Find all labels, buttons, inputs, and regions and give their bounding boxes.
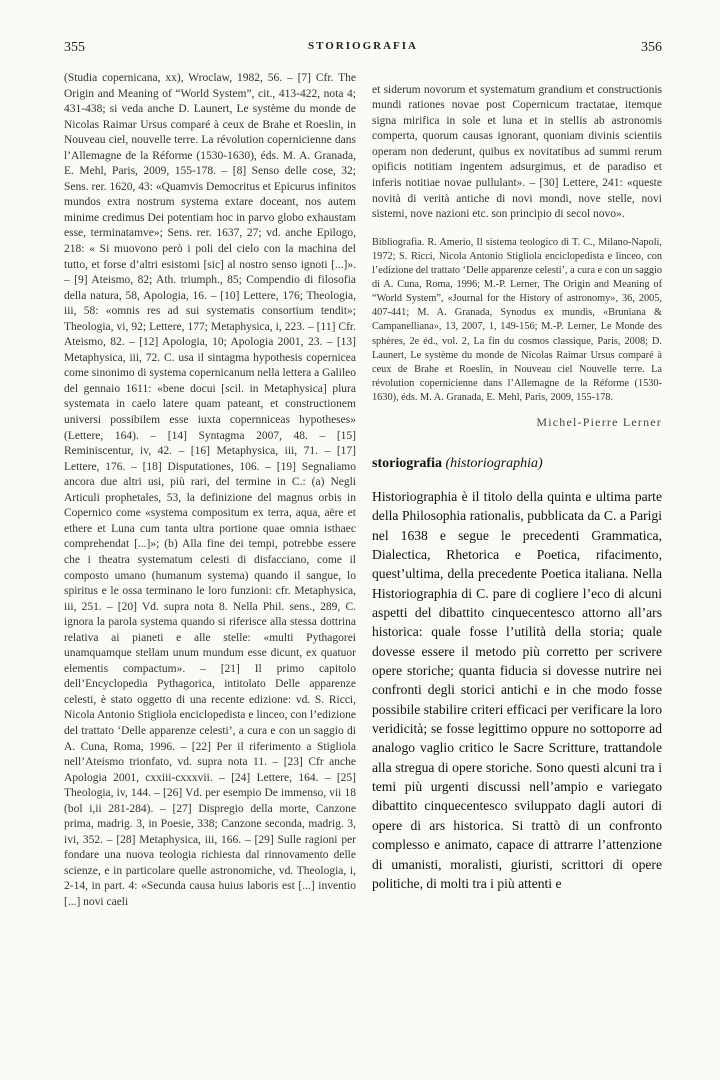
page-number-left: 355 <box>64 40 85 55</box>
latin-quotation-continuation: et siderum novorum et systematum grandium et constructionis mundi rationes novae post Copernicum tractatae, itemque signa mirifica in sole et luna et in stellis ab astronomis comperta, quorum causas ignorant, quoniam divinis scientiis operam non dederunt, quibus ex novitatibus ad summi rerum opificis notitiam ingentem adsurgimus, et de paradiso et inferis notitiae novae pullulant». – [30] Lettere, 241: «queste novità di verità antiche di novi mondi, nove stelle, novi sistemi, nove nazioni etc. son principio di secol novo». <box>372 83 662 221</box>
entry-body-text: Historiographia è il titolo della quinta e ultima parte della Philosophia rationalis, pubblicata da C. a Parigi nel 1638 e segue le precedenti Grammatica, Dialectica, Rhetorica e Poetica, rifacimento, quest’ultima, della precedente Poetica italiana. Nella Historiographia di C. pare di cogliere l’eco di alcuni aspetti del dibattito cinquecentesco attorno all’ars historica: quale fosse l’utilità della storia; quale dovesse essere il metodo più corretto per scrivere opere storiche; quanta fiducia si dovesse nutrire nei confronti degli storici antichi e in che modo fosse possibile stabilire criteri efficaci per verificare la loro veridicità; se fosse legittimo oppure no sottoporre ad analogo vaglio critico le Sacre Scritture, trattandole alla stregua di opere storiche. Sono questi alcuni tra i temi più urgenti discussi nell’ampio e variegato dibattito cinquecentesco sviluppato dagli autori di opere di ars historica. Si trattò di un confronto complesso e animato, capace di attrarre l’attenzione di umanisti, moralisti, giuristi, scrittori di opere politiche, di molti tra i più attenti e <box>372 488 662 891</box>
bibliography <box>372 236 662 405</box>
left-column <box>64 71 356 911</box>
entry-headword: storiografia <box>372 455 442 471</box>
page-number-right: 356 <box>641 40 662 55</box>
dictionary-entry <box>372 454 662 893</box>
entry-latin-headword: (historiographia) <box>445 455 543 471</box>
right-column <box>372 71 662 893</box>
author-signature: Michel-Pierre Lerner <box>536 414 662 429</box>
endnotes <box>64 71 356 911</box>
running-header <box>64 40 662 58</box>
endnotes-text: (Studia copernicana, xx), Wroclaw, 1982, 56. – [7] Cfr. The Origin and Meaning of “World System”, cit., 413-422, nota 4; 431-438; si veda anche D. Launert, Le système du monde de Nicolas Raimar Ursus comparé à ceux de Brahe et Roeslin, in Nouveau ciel, nouvelle terre. La révolution copernicienne dans l’Allemagne de la Réforme (1530-1630), éds. M. A. Granada, E. Mehl, Paris, 2009, 155-178. – [8] Senso delle cose, 32; Sens. rer. 1620, 43: «Quamvis Democritus et Epicurus infinitos mundos extra nostrum systema extare doceant, nos autem minime credimus Dei potentiam hoc in parvo globo exhaustam esse, terminatamve»; Sens. rer. 1637, 27; vd. anche Epilogo, 218: « Si muovono però i poli del cielo con la machina del tutto, et forse d’altri esistomi [sic] al nostro senso ignoti [...]». – [9] Ateismo, 82; Ath. triumph., 85; Compendio di filosofia della natura, 58, Apologia, 16. – [10] Lettere, 176; Theologia, iii, 58: «omnis res ad sui systematis consortium tendit»; Theologia, vi, 92; Lettere, 177; Metaphysica, i, 223. – [11] Cfr. Ateismo, 82. – [12] Apologia, 10; Apologia 2001, 23. – [13] Metaphysica, iii, 72. C. usa il sintagma hypothesis copernicea come sinonimo di systema copernicanum nella lettera a Galileo del gennaio 1611: «bene docui [scil. in Metaphysica] plura systemata in caelo latere quam pateant, et constructionem universi possibilem esse iuxta copernniceas hypotheses» (Lettere, 164). – [14] Syntagma 2007, 48. – [15] Reminiscentur, iv, 42. – [16] Metaphysica, iii, 71. – [17] Lettere, 176. – [18] Disputationes, 106. – [19] Segnaliamo ancora due altri usi, più rari, del termine in C.: (a) Negli Articuli prophetales, 53, la definizione del magnus orbis in Copernico come «systema compositum ex terra, aqua, aëre et ethere et Luna cum tanta ultra portione quae omnia isthaec comprehendat [...]»; (b) Alla fine dei tempi, potrebbe essere che i theatra systematum celesti di disfacciano, come il composto umano (humanum systema) quando il sangue, lo spiritus e le ossa terminano le loro funzioni: cfr. Metaphysica, iii, 251. – [20] Vd. supra nota 8. Nella Phil. sens., 289, C. ignora la parola systema quando si riferisce alla stessa dottrina relativa ai pianeti e alle stelle: «multi Pythagorei unamquamque stellam unum mundum esse dicunt, ex quatuor elementis compactum». – [21] Il primo capitolo dell’Encyclopedia Pythagorica, intitolato Delle apparenze celesti, è stato oggetto di una recente edizione: vd. S. Ricci, Nicola Antonio Stigliola enciclopedista e linceo, con l’edizione del trattato ‘Delle apparenze celesti’, a cura e con un saggio di A. Cuna, Roma, 1996. – [22] Per il riferimento a Stigliola nell’Ateismo trionfato, vd. supra nota 11. – [23] Cfr anche Apologia 2001, cxxiii-cxxxvii. – [24] Lettere, 164. – [25] Theologia, iv, 144. – [26] Vd. per esempio De immenso, vii 18 (bol i,ii 281-284). – [27] Dispregio della morte, Canzone prima, madrig. 3, in Poesie, 338; Canzone seconda, madrig. 3, ivi, 352. – [28] Metaphysica, iii, 166. – [29] Sulle ragioni per fondare una nuova teologia richiesta dal rinnovamento delle scienze, e in particolare quelle astronomiche, vd. Theologia, i, 2-14, in part. 4: «Secunda causa huius laboris est [...] inventio [...] novi caeli <box>64 72 356 908</box>
entry-body <box>372 487 662 893</box>
bibliography-text: Bibliografia. R. Amerio, Il sistema teologico di T. C., Milano-Napoli, 1972; S. Ricci, Nicola Antonio Stigliola enciclopedista e linceo, con l’edizione del trattato ‘Delle apparenze celesti’, a cura e con un saggio di A. Cuna, Roma, 1996; M.-P. Lerner, The Origin and Meaning of “World System”, «Journal for the History of astronomy», 36, 2005, 407-441; M. A. Granada, Synodus ex mundis, «Bruniana & Campanelliana», 13, 2007, 1, 149-156; M.-P. Lerner, Le Monde des sphères, 2e éd., vol. 2, La fin du cosmos classique, Paris, 2008; D. Launert, Le système du monde de Nicolas Raimar Ursus comparé à ceux de Brahe et Roeslin, in Nouveau ciel Nouvelle terre. La révolution copernicienne dans l’Allemagne de la Réforme (1530-1630), éds. M. A. Granada, E. Mehl, Paris, 2009, 155-178. <box>372 236 662 403</box>
entry-title <box>372 454 662 473</box>
running-title: STORIOGRAFIA <box>308 40 418 52</box>
